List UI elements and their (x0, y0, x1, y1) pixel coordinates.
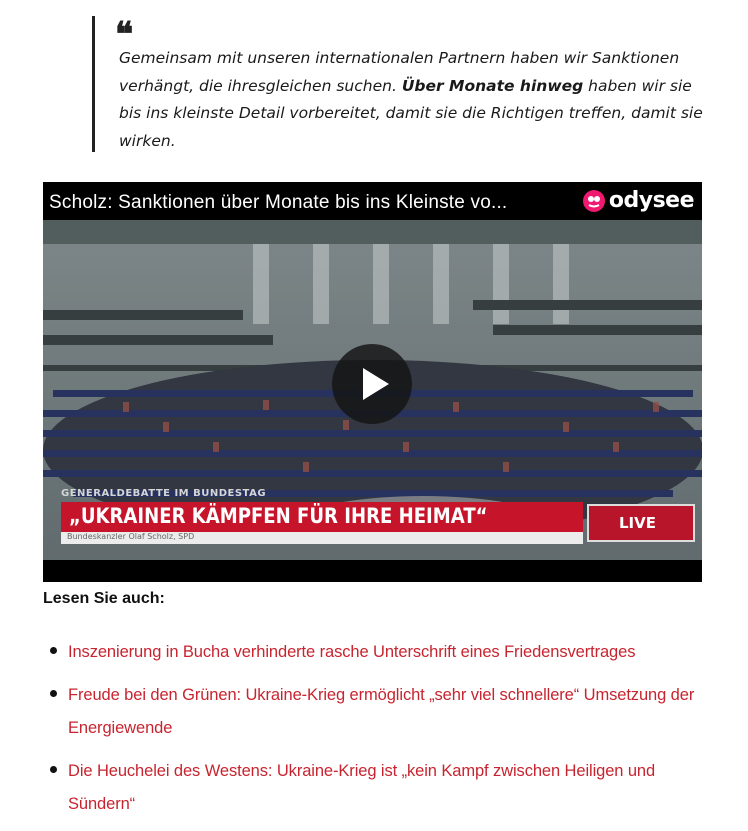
quote-text-start: Gemeinsam mit unseren internationalen Partnern haben wir Sanktionen verhängt, die ihresgleichen suchen. (119, 49, 680, 95)
live-badge-text: LIVE (619, 514, 656, 532)
quote-icon: ❝ (115, 15, 134, 55)
related-links (45, 636, 725, 831)
odysee-logo[interactable] (582, 188, 694, 213)
banner-subline-text: Bundeskanzler Olaf Scholz, SPD (67, 532, 195, 541)
quote-text-end: haben wir sie bis ins kleinste Detail vorbereitet, damit sie die Richtigen treffen, damit sie wirken. (119, 76, 703, 150)
list-item (45, 679, 725, 745)
banner-subline (61, 532, 583, 544)
odysee-logo-icon (582, 189, 606, 213)
play-icon[interactable] (332, 344, 412, 424)
odysee-label: odysee (608, 188, 694, 213)
related-link-bucha[interactable]: Inszenierung in Bucha verhinderte rasche Unterschrift eines Friedensvertrages (68, 643, 636, 661)
quote-text (119, 45, 709, 155)
list-item (45, 636, 725, 669)
video-bottom-bar (43, 562, 702, 582)
banner-headline: „UKRAINER KÄMPFEN FÜR IHRE HEIMAT“ (69, 504, 488, 528)
list-item (45, 755, 725, 821)
video-embed[interactable] (43, 182, 702, 582)
broadcast-label: GENERALDEBATTE IM BUNDESTAG (61, 488, 267, 499)
related-heading: Lesen Sie auch: (43, 590, 165, 607)
quote-text-bold: Über Monate hinweg (401, 76, 584, 95)
related-link-gruene[interactable]: Freude bei den Grünen: Ukraine-Krieg ermöglicht „sehr viel schnellere“ Umsetzung der Energiewende (68, 686, 695, 737)
pull-quote (92, 16, 715, 152)
related-link-heuchelei[interactable]: Die Heuchelei des Westens: Ukraine-Krieg ist „kein Kampf zwischen Heiligen und Sündern“ (68, 762, 656, 813)
video-title[interactable]: Scholz: Sanktionen über Monate bis ins Kleinste vo... (49, 192, 508, 213)
broadcast-banner (61, 502, 583, 532)
live-badge (587, 504, 695, 542)
